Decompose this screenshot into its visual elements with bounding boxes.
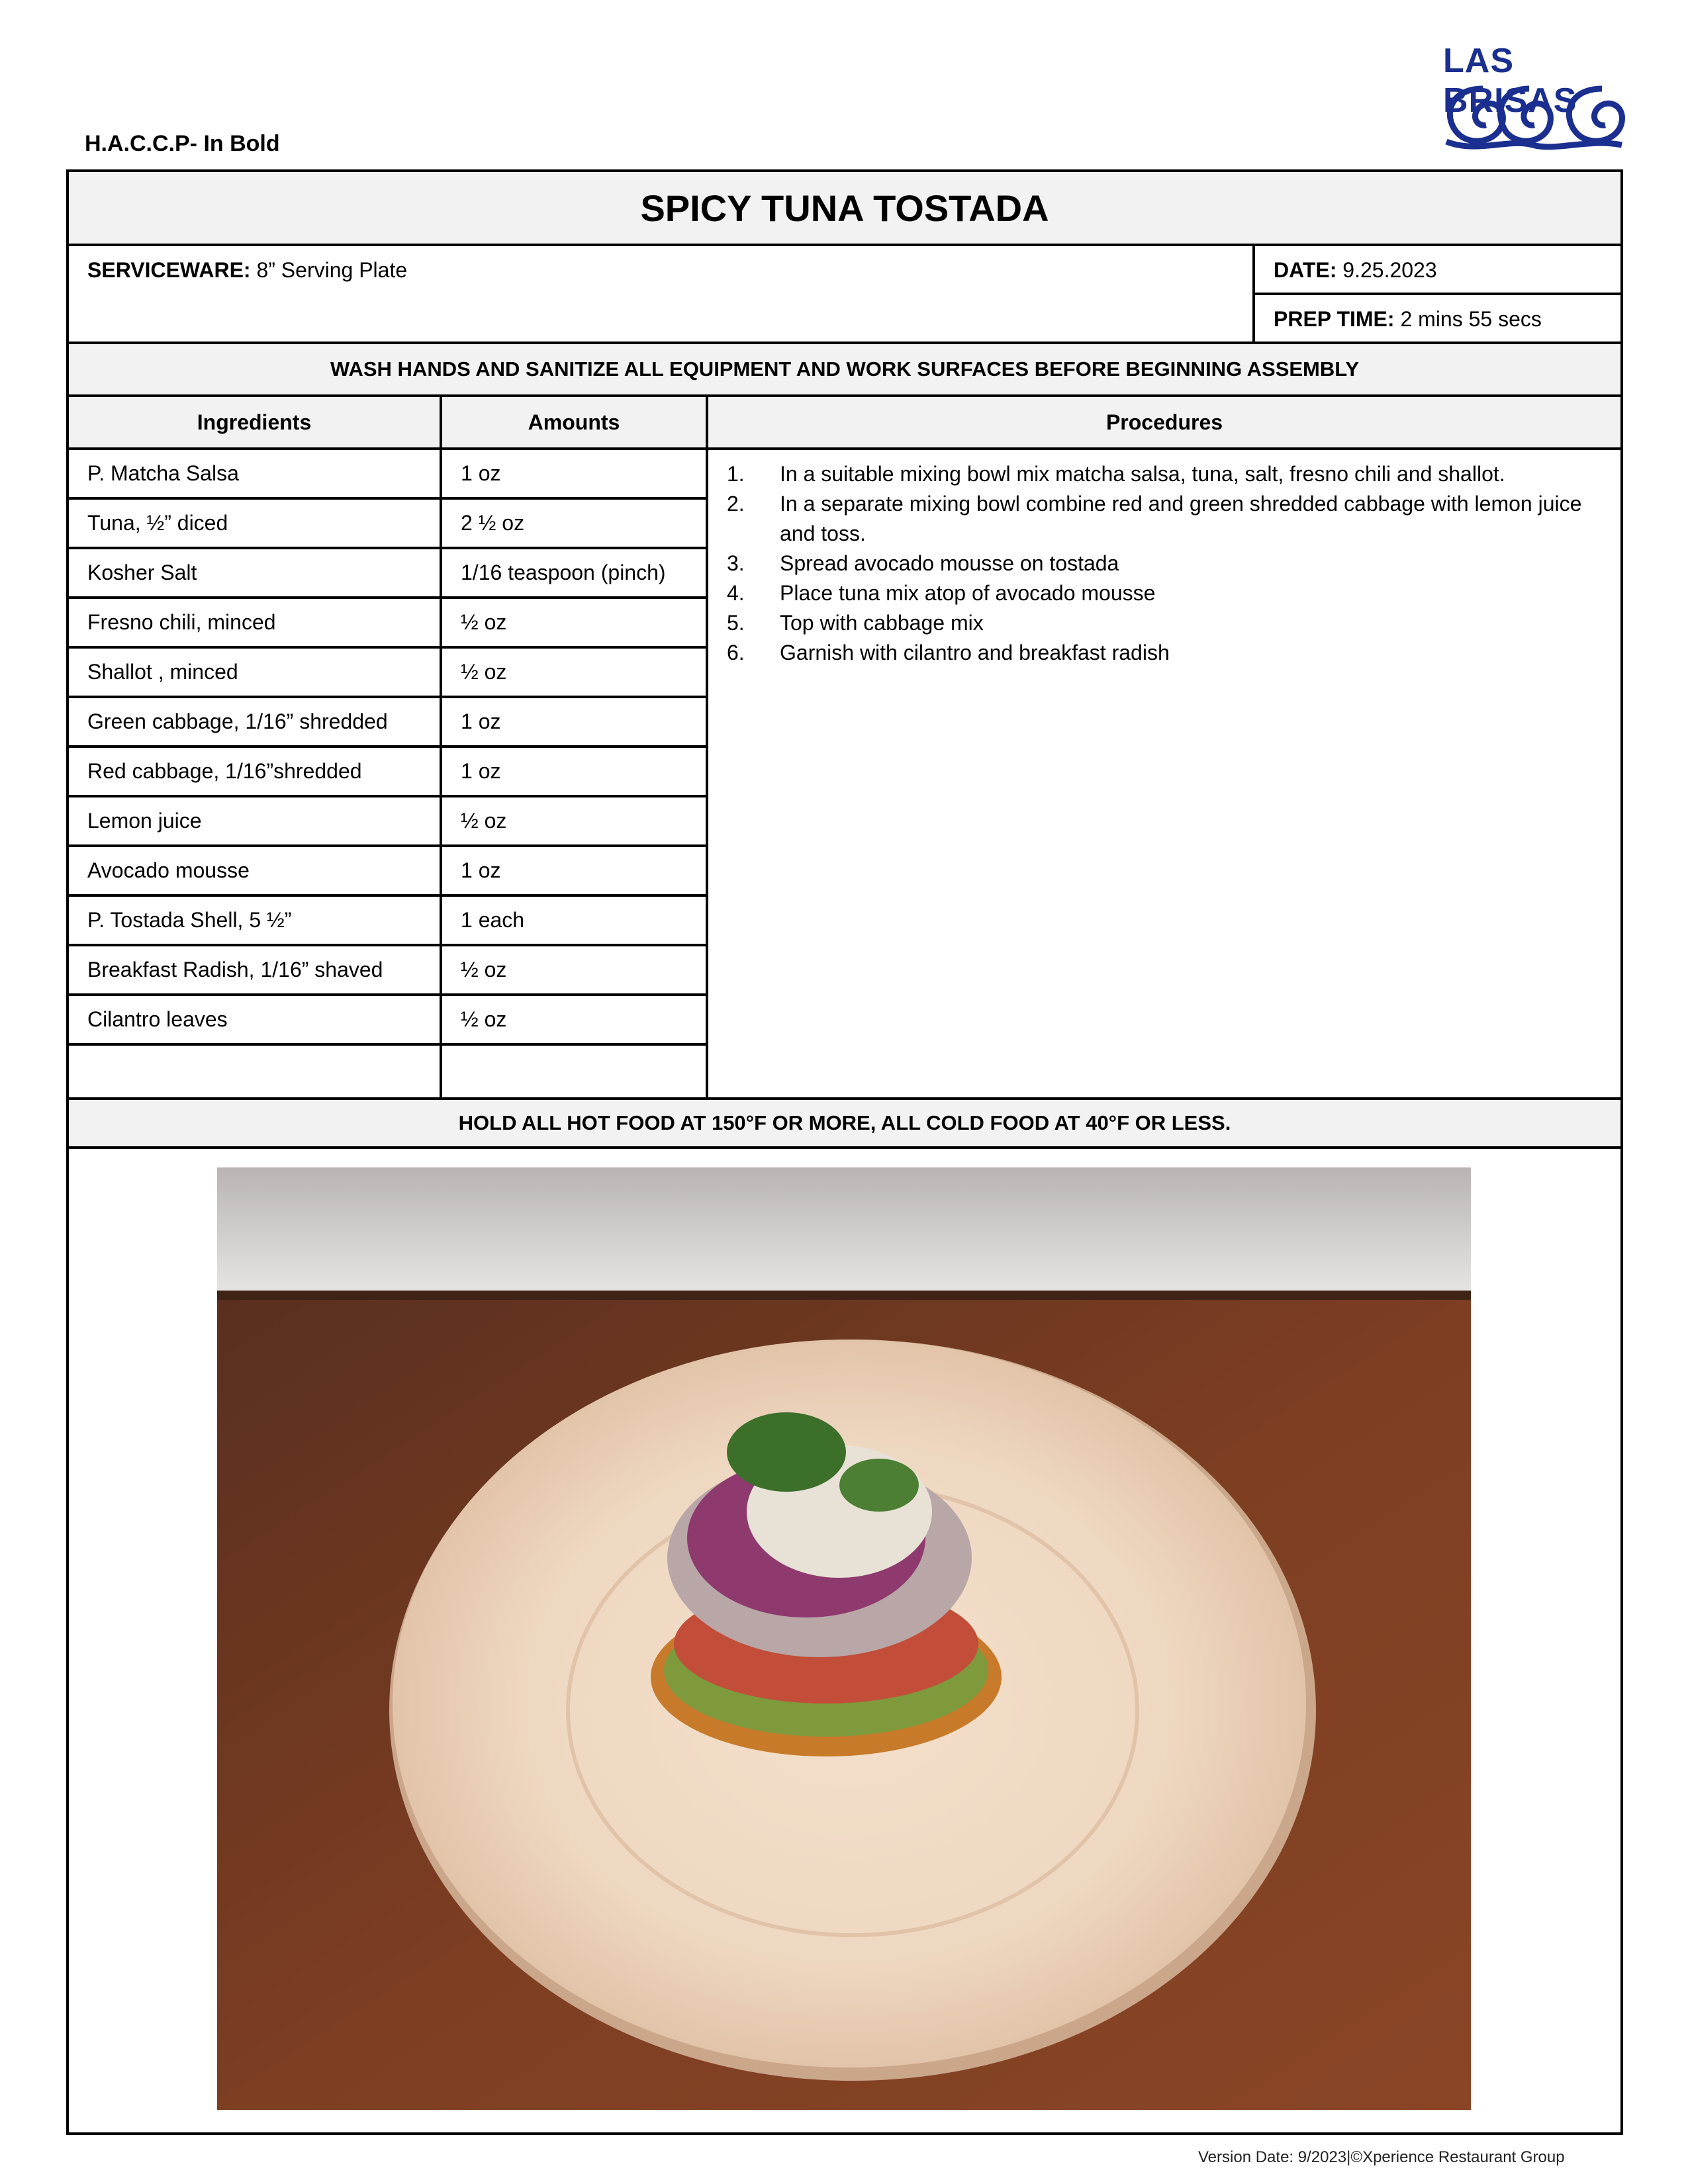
- step-text: Garnish with cilantro and breakfast radish: [780, 641, 1170, 664]
- amounts-header: Amounts: [442, 397, 708, 450]
- amount-cell: 1 oz: [442, 698, 708, 745]
- date-label: DATE:: [1274, 258, 1337, 282]
- table-row: [69, 748, 708, 797]
- amount-cell: 1 oz: [442, 847, 708, 894]
- haccp-note: H.A.C.C.P- In Bold: [85, 131, 280, 156]
- serviceware-cell: [69, 246, 1255, 344]
- list-item: [727, 549, 1602, 578]
- amount-cell: ½ oz: [442, 599, 708, 646]
- amount-cell: ½ oz: [442, 649, 708, 696]
- ingredient-cell: Cilantro leaves: [69, 996, 442, 1043]
- prep-time-label: PREP TIME:: [1274, 307, 1395, 331]
- ingredient-cell: Lemon juice: [69, 797, 442, 844]
- list-item: [727, 578, 1602, 608]
- ingredient-cell: Breakfast Radish, 1/16” shaved: [69, 946, 442, 993]
- list-item: [727, 638, 1602, 668]
- table-row: [69, 996, 708, 1046]
- wave-logo-icon: [1436, 75, 1628, 154]
- step-number: 3.: [727, 551, 745, 575]
- table-row: [69, 599, 708, 649]
- ingredient-cell: P. Matcha Salsa: [69, 450, 442, 497]
- ingredient-cell: Shallot , minced: [69, 649, 442, 696]
- amount-cell: [442, 1046, 708, 1098]
- wash-notice: WASH HANDS AND SANITIZE ALL EQUIPMENT AND WORK SURFACES BEFORE BEGINNING ASSEMBLY: [69, 344, 1620, 397]
- recipe-title: SPICY TUNA TOSTADA: [69, 172, 1620, 246]
- table-row: [69, 797, 708, 847]
- date-value: 9.25.2023: [1336, 258, 1437, 282]
- table-row: [69, 1046, 708, 1098]
- procedures-header: Procedures: [708, 397, 1620, 450]
- amount-cell: 1 each: [442, 897, 708, 944]
- step-text: Top with cabbage mix: [780, 611, 984, 635]
- recipe-card: [66, 169, 1623, 2135]
- table-row: [69, 500, 708, 549]
- table-row: [69, 946, 708, 996]
- date-cell: [1255, 246, 1620, 295]
- amount-cell: 1/16 teaspoon (pinch): [442, 549, 708, 596]
- amount-cell: 1 oz: [442, 450, 708, 497]
- prep-time-cell: [1255, 295, 1620, 344]
- step-text: In a suitable mixing bowl mix matcha salsa, tuna, salt, fresno chili and shallot.: [780, 462, 1505, 486]
- ingredients-table: [69, 450, 708, 1098]
- table-row: [69, 450, 708, 500]
- table-row: [69, 847, 708, 897]
- dish-photo: [217, 1167, 1471, 2110]
- ingredient-cell: P. Tostada Shell, 5 ½”: [69, 897, 442, 944]
- step-number: 1.: [727, 462, 745, 486]
- list-item: [727, 489, 1602, 549]
- amount-cell: 2 ½ oz: [442, 500, 708, 547]
- amount-cell: ½ oz: [442, 946, 708, 993]
- step-text: Spread avocado mousse on tostada: [780, 551, 1119, 575]
- step-number: 5.: [727, 611, 745, 635]
- ingredient-cell: Green cabbage, 1/16” shredded: [69, 698, 442, 745]
- table-row: [69, 649, 708, 698]
- table-row: [69, 698, 708, 748]
- ingredients-header: Ingredients: [69, 397, 442, 450]
- hold-notice: HOLD ALL HOT FOOD AT 150°F OR MORE, ALL COLD FOOD AT 40°F OR LESS.: [69, 1097, 1620, 1149]
- list-item: [727, 608, 1602, 638]
- tostada-plate-image: [217, 1167, 1471, 2110]
- ingredient-cell: Fresno chili, minced: [69, 599, 442, 646]
- step-text: Place tuna mix atop of avocado mousse: [780, 581, 1156, 605]
- ingredient-cell: Red cabbage, 1/16”shredded: [69, 748, 442, 795]
- prep-time-value: 2 mins 55 secs: [1394, 307, 1542, 331]
- table-row: [69, 897, 708, 946]
- ingredient-cell: Kosher Salt: [69, 549, 442, 596]
- procedures-list: [708, 450, 1620, 677]
- step-number: 6.: [727, 641, 745, 664]
- ingredient-cell: [69, 1046, 442, 1098]
- step-text: In a separate mixing bowl combine red and green shredded cabbage with lemon juice and toss.: [780, 492, 1582, 545]
- serviceware-value: 8” Serving Plate: [250, 258, 408, 282]
- list-item: [727, 459, 1602, 489]
- amount-cell: ½ oz: [442, 797, 708, 844]
- ingredient-cell: Avocado mousse: [69, 847, 442, 894]
- amount-cell: ½ oz: [442, 996, 708, 1043]
- step-number: 4.: [727, 581, 745, 605]
- logo-text: LAS BRISAS: [1443, 42, 1577, 120]
- step-number: 2.: [727, 492, 745, 516]
- ingredient-cell: Tuna, ½” diced: [69, 500, 442, 547]
- version-footer: Version Date: 9/2023|©Xperience Restaurant Group: [1198, 2148, 1565, 2166]
- table-row: [69, 549, 708, 599]
- las-brisas-logo: [1436, 41, 1628, 154]
- serviceware-label: SERVICEWARE:: [87, 258, 251, 282]
- amount-cell: 1 oz: [442, 748, 708, 795]
